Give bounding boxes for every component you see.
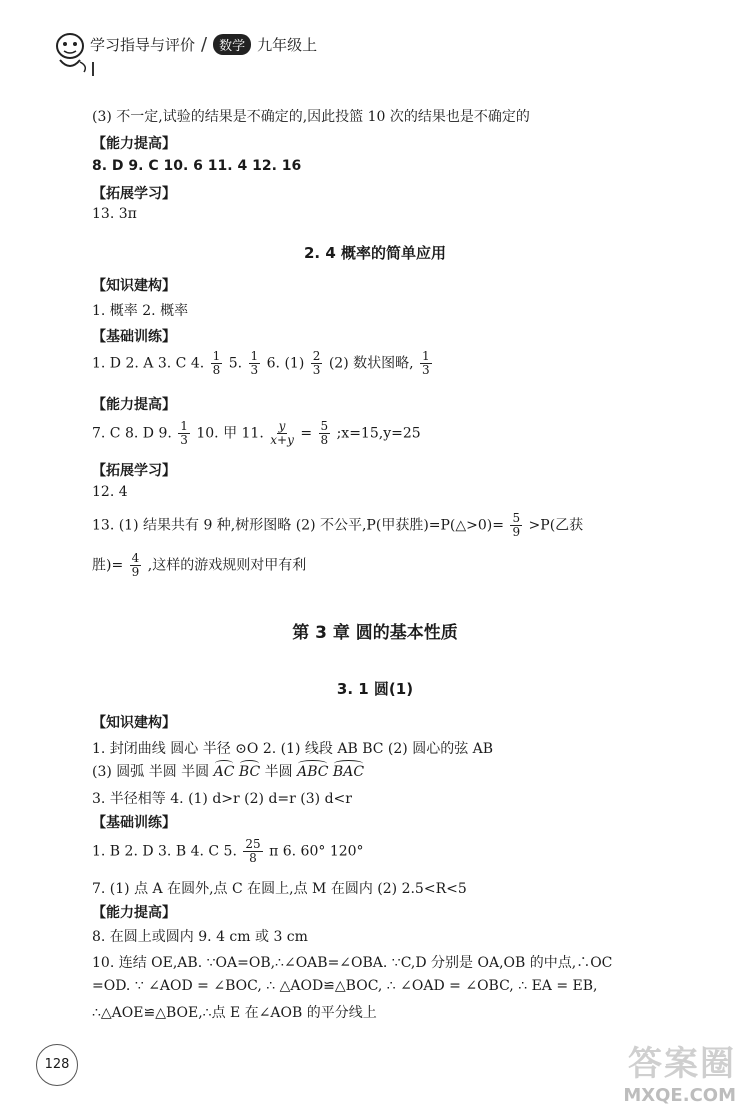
fraction-1-3c: $\frac{1}{3}$ [180, 419, 188, 447]
knowledge-line1: 1. 封闭曲线 圆心 半径 ⊙O 2. (1) 线段 AB BC (2) 圆心的弦 AB [92, 741, 494, 757]
page-number: 128 [36, 1044, 78, 1086]
fraction-1-8: $\frac{1}{8}$ [212, 349, 221, 377]
label-ability: 【能力提高】 [92, 136, 176, 152]
label-knowledge: 【知识建构】 [92, 278, 176, 294]
ability-answer-8-9: 8. 在圆上或圆内 9. 4 cm 或 3 cm [92, 929, 308, 945]
q13-line1 [92, 512, 583, 539]
arc-bc: BC [239, 760, 260, 780]
slash-divider: / [201, 34, 208, 55]
basic-q5: 5. [228, 355, 243, 372]
section-title-3-1: 3. 1 圆(1) [336, 680, 414, 698]
ability-answers: 8. D 9. C 10. 6 11. 4 12. 16 [92, 158, 302, 174]
q13-text-d: ,这样的游戏规则对甲有利 [147, 557, 307, 574]
basic-answer-7: 7. (1) 点 A 在圆外,点 C 在圆上,点 M 在圆内 (2) 2.5<R<5 [92, 881, 467, 897]
ability-answers-2: 7. C 8. D 9. $\frac{1}{3}$ 10. 甲 11. $\frac{y}{x+y}$ = $\frac{5}{8}$ ;x=15,y=25 [92, 419, 421, 447]
expand12: 12. 4 [92, 484, 128, 500]
knowledge-answers: 1. 概率 2. 概率 [92, 303, 189, 319]
subject-badge: 数学 [213, 34, 251, 55]
basic-q6b: (2) 数状图略, [328, 355, 414, 372]
fraction-4-9: $\frac{4}{9}$ [131, 551, 140, 579]
book-title: 学习指导与评价 [90, 36, 196, 54]
arc-bac: BAC [333, 760, 364, 780]
label-basic: 【基础训练】 [92, 329, 176, 345]
arc-abc: ABC [297, 760, 328, 780]
watermark-top: 答案圈 [628, 1044, 736, 1084]
basic-answers [92, 350, 434, 377]
watermark [623, 1036, 736, 1106]
knowledge-line3: 3. 半径相等 4. (1) d>r (2) d=r (3) d<r [92, 791, 352, 807]
label-ability-2: 【能力提高】 [92, 397, 176, 413]
ability-mid: 10. 甲 11. [196, 425, 264, 442]
label-basic-3: 【基础训练】 [92, 815, 176, 831]
fraction-2-3: $\frac{2}{3}$ [312, 349, 321, 377]
label-expand: 【拓展学习】 [92, 186, 176, 202]
q13-text-c: 胜)= [92, 557, 124, 574]
fraction-1-3b: $\frac{1}{3}$ [422, 349, 430, 377]
k2-text-b: 半圆 [264, 764, 293, 780]
watermark-bottom: MXQE.COM [623, 1085, 736, 1106]
page-header [90, 34, 317, 55]
basic-answers-3 [92, 838, 364, 865]
fraction-1-3: $\frac{1}{3}$ [250, 349, 259, 377]
mascot-icon [50, 30, 90, 78]
fraction-5-8: $\frac{5}{8}$ [320, 419, 329, 447]
label-expand-2: 【拓展学习】 [92, 463, 176, 479]
chapter-title: 第 3 章 圆的基本性质 [292, 623, 458, 643]
basic3-tail: π 6. 60° 120° [269, 843, 364, 860]
basic-prefix: 1. D 2. A 3. C 4. [92, 355, 205, 372]
k2-text-a: (3) 圆弧 半圆 半圆 [92, 764, 210, 780]
fraction-25-8: $\frac{25}{8}$ [245, 837, 261, 865]
answer-item3: (3) 不一定,试验的结果是不确定的,因此投篮 10 次的结果也是不确定的 [92, 109, 530, 125]
q13-line2 [92, 552, 306, 579]
ability-answer-10-line2: =OD. ∵ ∠AOD = ∠BOC, ∴ △AOD≌△BOC, ∴ ∠OAD = ∠OBC, ∴ EA = EB, [92, 978, 598, 994]
ability-tail: ;x=15,y=25 [336, 425, 421, 442]
section-title-2-4: 2. 4 概率的简单应用 [303, 244, 447, 262]
arc-ac: AC [214, 760, 235, 780]
fraction-5-9: $\frac{5}{9}$ [512, 511, 521, 539]
ability-answer-10-line3: ∴△AOE≌△BOE,∴点 E 在∠AOB 的平分线上 [92, 1005, 377, 1021]
q13-text-a: 13. (1) 结果共有 9 种,树形图略 (2) 不公平,P(甲获胜)=P(△>0)= [92, 517, 504, 534]
basic-q6: 6. (1) [266, 355, 305, 372]
q13-text-b: >P(乙获 [528, 517, 584, 534]
label-knowledge-3: 【知识建构】 [92, 715, 176, 731]
knowledge-line2 [92, 760, 364, 781]
basic3-prefix: 1. B 2. D 3. B 4. C 5. [92, 843, 237, 860]
fraction-y-xy: $\frac{y}{x+y}$ [270, 419, 294, 447]
grade-label: 九年级上 [257, 36, 318, 54]
label-ability-3: 【能力提高】 [92, 905, 176, 921]
header-rule [92, 62, 94, 76]
expand-answers: 13. 3π [92, 206, 137, 222]
ability-answer-10-line1: 10. 连结 OE,AB. ∵OA=OB,∴∠OAB=∠OBA. ∵C,D 分别是 OA,OB 的中点,∴OC [92, 955, 613, 971]
ability-prefix: 7. C 8. D 9. [92, 425, 172, 442]
